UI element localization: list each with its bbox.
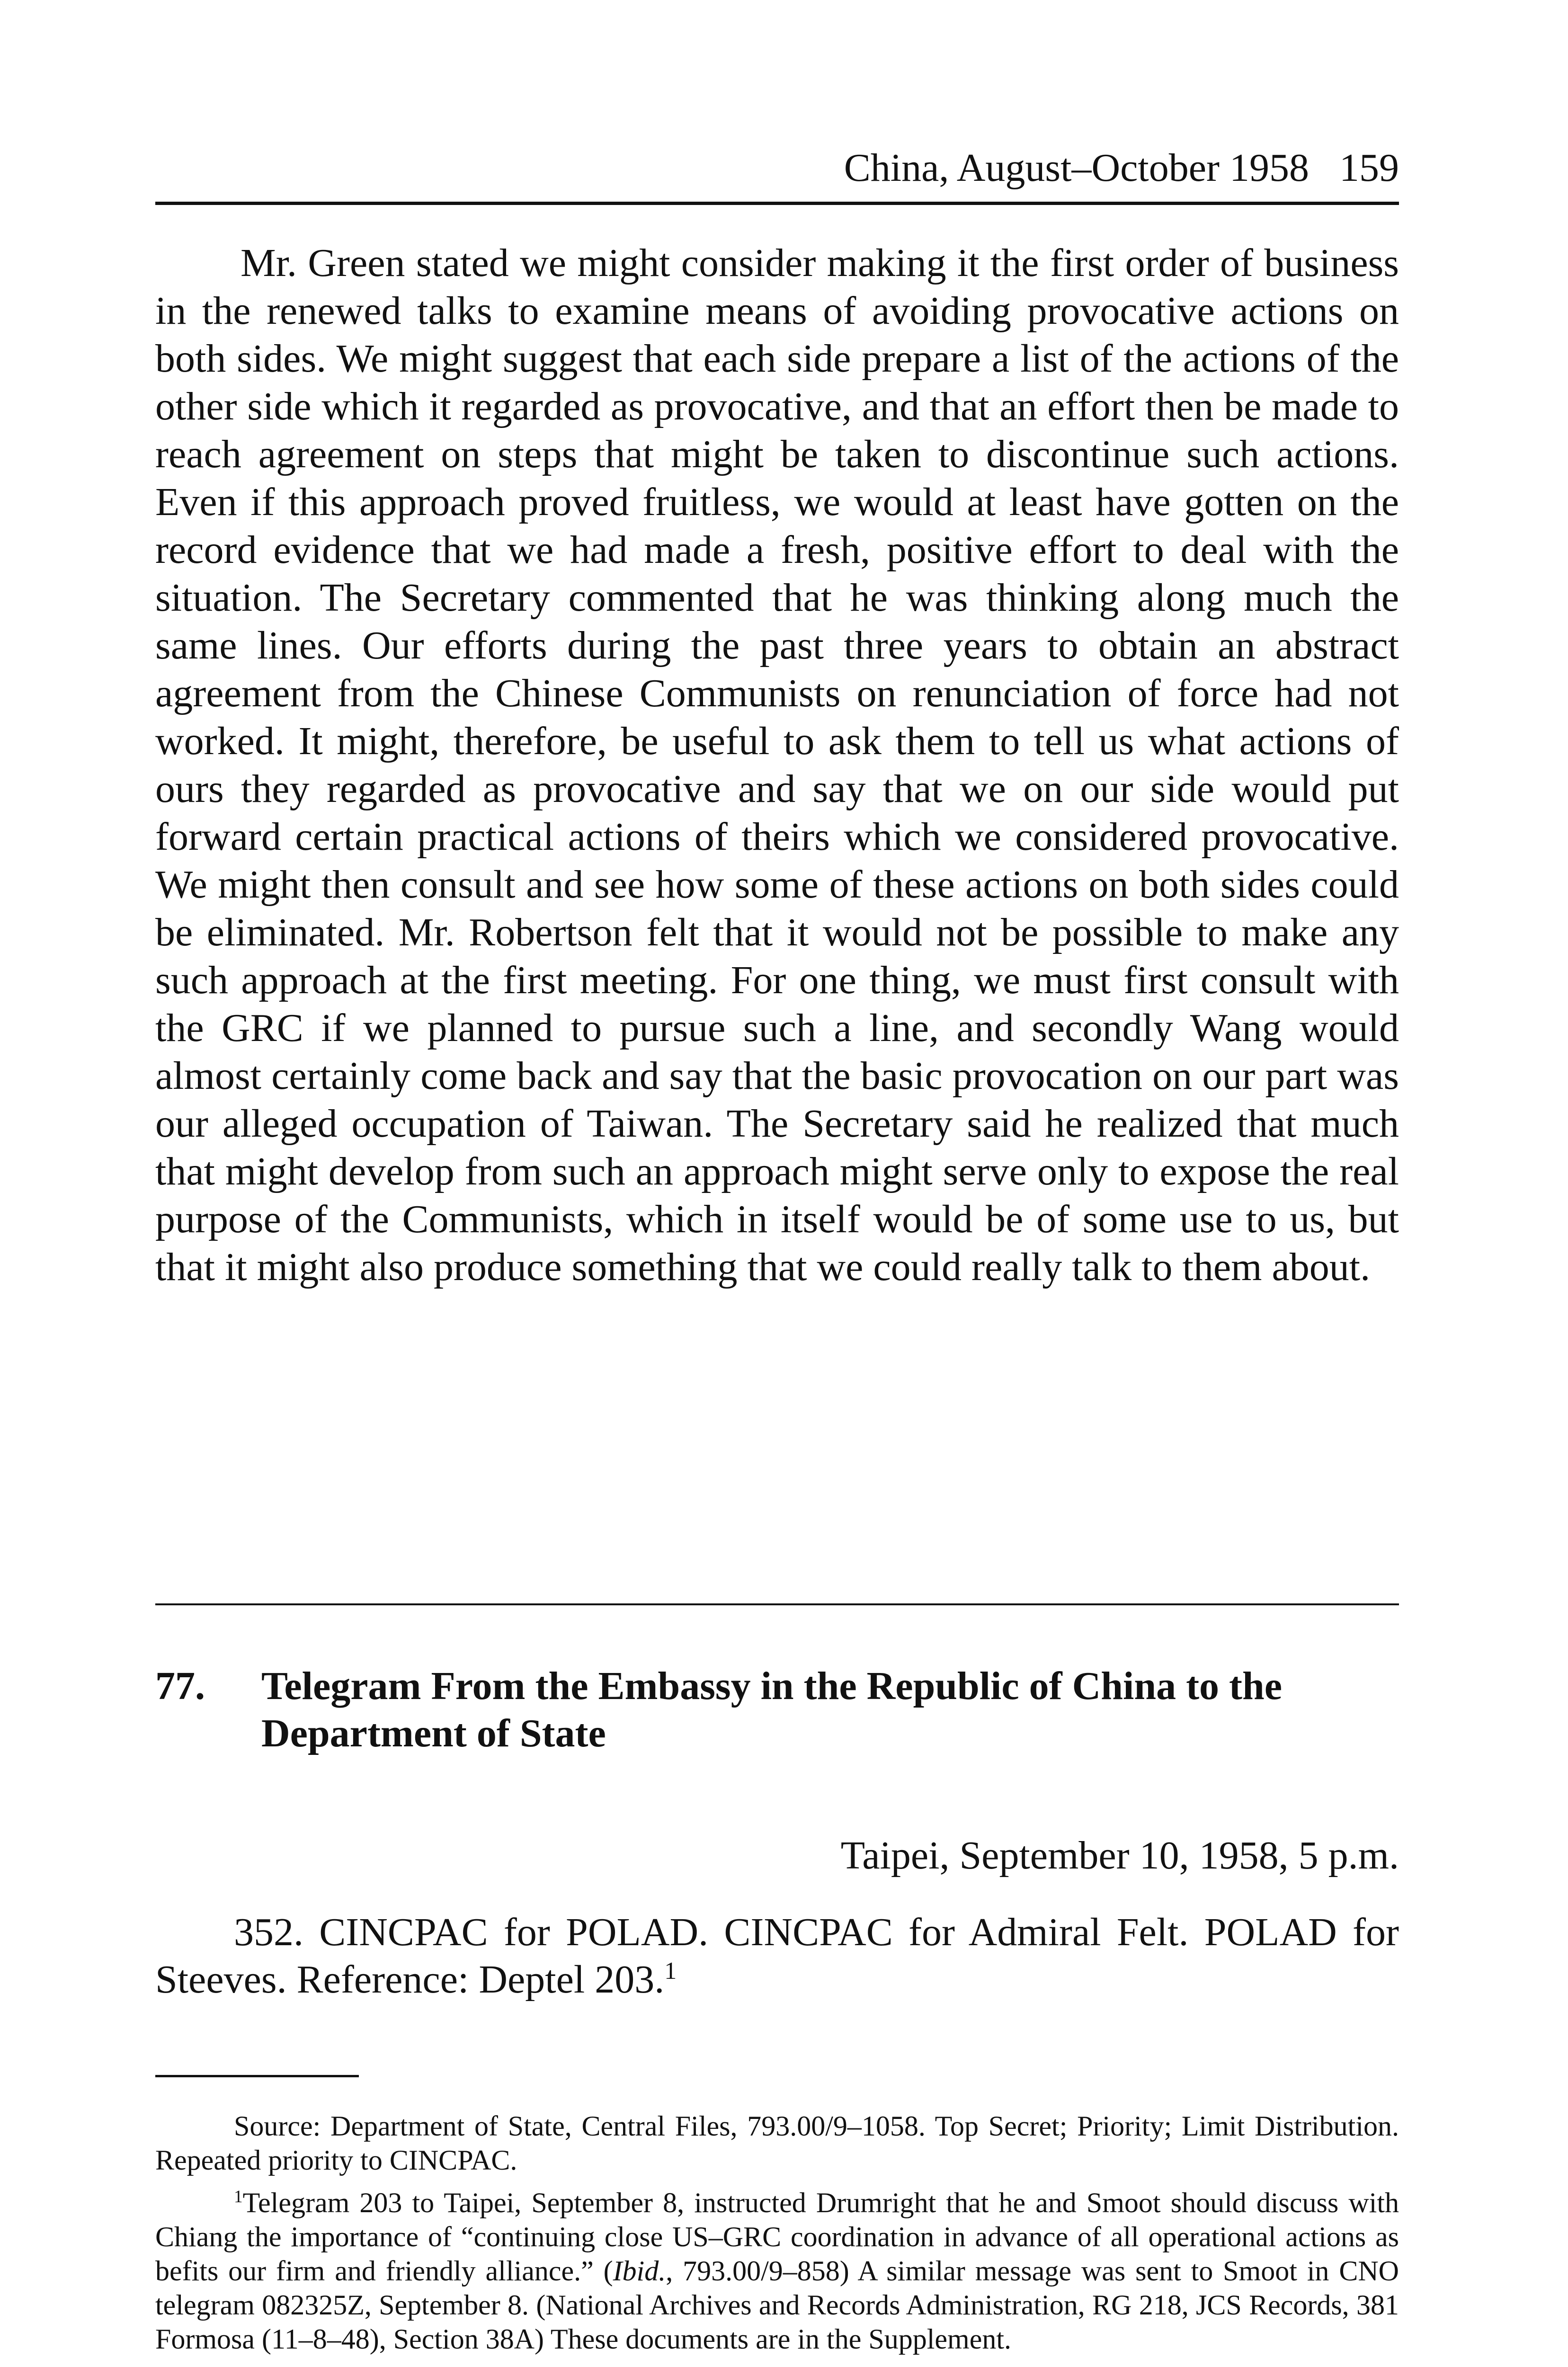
running-head	[155, 142, 1399, 194]
footnote-1	[155, 2186, 1399, 2356]
running-head-title: China, August–October 1958	[844, 146, 1309, 190]
body-paragraph: Mr. Green stated we might consider making it the first order of business in the renewed talks to examine means of avoiding provocative actions on both sides. We might suggest that each side prepare a list of the actions of the other side which it regarded as provocative, and that an effort then be made to reach agreement on steps that might be taken to discontinue such actions. Even if this approach proved fruitless, we would at least have gotten on the record evidence that we had made a fresh, positive effort to deal with the situation. The Secretary commented that he was thinking along much the same lines. Our efforts during the past three years to obtain an abstract agreement from the Chinese Communists on renunciation of force had not worked. It might, therefore, be useful to ask them to tell us what actions of ours they regarded as provocative and say that we on our side would put forward certain practical actions of theirs which we considered provocative. We might then consult and see how some of these actions on both sides could be eliminated. Mr. Robertson felt that it would not be possible to make any such approach at the first meeting. For one thing, we must first consult with the GRC if we planned to pursue such a line, and secondly Wang would almost certainly come back and say that the basic provocation on our part was our alleged occupation of Taiwan. The Secretary said he realized that much that might develop from such an approach might serve only to expose the real purpose of the Communists, which in itself would be of some use to us, but that it might also produce something that we could really talk to them about.	[155, 241, 1399, 1289]
telegram-body: 352. CINCPAC for POLAD. CINCPAC for Admiral Felt. POLAD for Steeves. Reference: Deptel 203.	[155, 1910, 1399, 2002]
footnote-1-text-a: Telegram 203 to Taipei, September 8, instructed Drumright that he and Smoot should discuss with Chiang the importance of “continuing close US–GRC coordination in advance of all operational actions as befits our firm and friendly alliance.” (	[155, 2187, 1399, 2287]
footnotes	[155, 2109, 1399, 2365]
footnote-marker: 1	[234, 2187, 243, 2207]
page-number: 159	[1339, 146, 1399, 190]
dateline: Taipei, September 10, 1958, 5 p.m.	[840, 1833, 1399, 1878]
document-number: 77.	[155, 1664, 205, 1708]
document-title: Telegram From the Embassy in the Republic of China to the Department of State	[261, 1664, 1283, 1755]
section-divider	[155, 1603, 1399, 1605]
footnote-1-text-b: , 793.00/9–858) A similar message was sent to Smoot in CNO telegram 082325Z, September 8. (National Archives and Records Administration, RG 218, JCS Records, 381 Formosa (11–8–48), Section 38A) These documents are in the Supplement.	[155, 2255, 1399, 2355]
footnote-1-ibid: Ibid.	[613, 2255, 666, 2287]
header-rule	[155, 202, 1399, 205]
footnote-reference: 1	[664, 1958, 677, 1984]
telegram-text	[155, 1909, 1399, 2003]
footnote-rule	[155, 2075, 359, 2077]
source-note: Source: Department of State, Central Files, 793.00/9–1058. Top Secret; Priority; Limit Distribution. Repeated priority to CINCPAC.	[155, 2110, 1399, 2176]
